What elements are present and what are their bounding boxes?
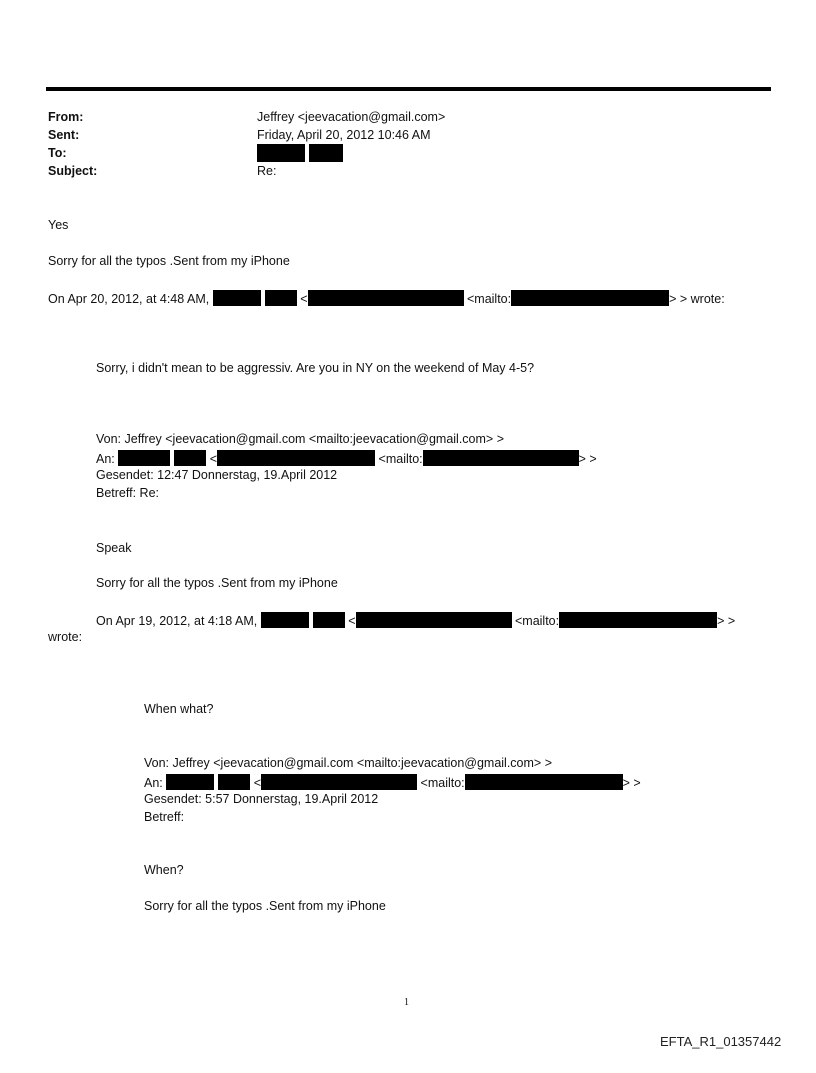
- quoted-subject-line: Betreff:: [144, 810, 185, 824]
- angle-bracket: <: [253, 776, 262, 790]
- redaction-block: [213, 290, 261, 306]
- document-id: EFTA_R1_01357442: [660, 1034, 782, 1049]
- subject-value: Re:: [257, 164, 277, 178]
- redaction-block: [465, 774, 623, 790]
- quoted-subject-line: Betreff: Re:: [96, 486, 159, 500]
- subject-label: Subject:: [48, 164, 98, 178]
- redaction-block: [261, 612, 309, 628]
- to-value-redacted: [257, 144, 343, 162]
- redaction-block: [174, 450, 206, 466]
- quoted-signature-line: Sorry for all the typos .Sent from my iPhone: [96, 576, 338, 590]
- sent-value: Friday, April 20, 2012 10:46 AM: [257, 128, 431, 142]
- angle-bracket: <: [300, 292, 308, 306]
- quoted-reply-text: Speak: [96, 541, 132, 555]
- redaction-block: [265, 290, 297, 306]
- redaction-block: [217, 450, 375, 466]
- angle-bracket: <: [209, 452, 218, 466]
- closing-brackets: > >: [622, 776, 641, 790]
- quoted-message: When what?: [144, 702, 214, 716]
- quoted-from-line: Von: Jeffrey <jeevacation@gmail.com <mailto:jeevacation@gmail.com> >: [96, 432, 504, 446]
- mailto-text: <mailto:: [466, 292, 512, 306]
- page-number: 1: [404, 997, 409, 1008]
- redaction-block: [309, 144, 343, 162]
- redaction-block: [308, 290, 464, 306]
- quoted-to-label: An:: [144, 776, 163, 790]
- redaction-block: [423, 450, 579, 466]
- redaction-block: [313, 612, 345, 628]
- sent-label: Sent:: [48, 128, 80, 142]
- quote-intro-line: [96, 612, 735, 628]
- quote-intro-prefix: On Apr 20, 2012, at 4:48 AM,: [48, 292, 210, 306]
- quoted-message: Sorry, i didn't mean to be aggressiv. Are you in NY on the weekend of May 4-5?: [96, 361, 535, 375]
- quoted-sent-line: Gesendet: 5:57 Donnerstag, 19.April 2012: [144, 792, 379, 806]
- redaction-block: [356, 612, 512, 628]
- quote-intro-line: [48, 290, 725, 306]
- to-label: To:: [48, 146, 67, 160]
- quoted-reply-text: When?: [144, 863, 184, 877]
- redaction-block: [511, 290, 669, 306]
- header-rule: [46, 87, 771, 91]
- mailto-text: <mailto:: [420, 776, 465, 790]
- mailto-text: <mailto:: [378, 452, 423, 466]
- closing-brackets: > >: [578, 452, 597, 466]
- redaction-block: [166, 774, 214, 790]
- quote-intro-prefix: On Apr 19, 2012, at 4:18 AM,: [96, 614, 258, 628]
- closing-brackets: > >: [717, 614, 736, 628]
- signature-line: Sorry for all the typos .Sent from my iPhone: [48, 254, 290, 268]
- quoted-signature-line: Sorry for all the typos .Sent from my iPhone: [144, 899, 386, 913]
- redaction-block: [118, 450, 170, 466]
- quoted-to-line: [96, 450, 597, 466]
- angle-bracket: <: [348, 614, 356, 628]
- quoted-to-line: [144, 774, 641, 790]
- redaction-block: [218, 774, 250, 790]
- from-value: Jeffrey <jeevacation@gmail.com>: [257, 110, 446, 124]
- quoted-from-line: Von: Jeffrey <jeevacation@gmail.com <mailto:jeevacation@gmail.com> >: [144, 756, 552, 770]
- quoted-sent-line: Gesendet: 12:47 Donnerstag, 19.April 2012: [96, 468, 338, 482]
- redaction-block: [257, 144, 305, 162]
- from-label: From:: [48, 110, 84, 124]
- quoted-to-label: An:: [96, 452, 115, 466]
- redaction-block: [261, 774, 417, 790]
- reply-text: Yes: [48, 218, 69, 232]
- wrote-wrapped: wrote:: [48, 630, 83, 644]
- mailto-text: <mailto:: [514, 614, 560, 628]
- wrote-suffix: > > wrote:: [669, 292, 725, 306]
- redaction-block: [559, 612, 717, 628]
